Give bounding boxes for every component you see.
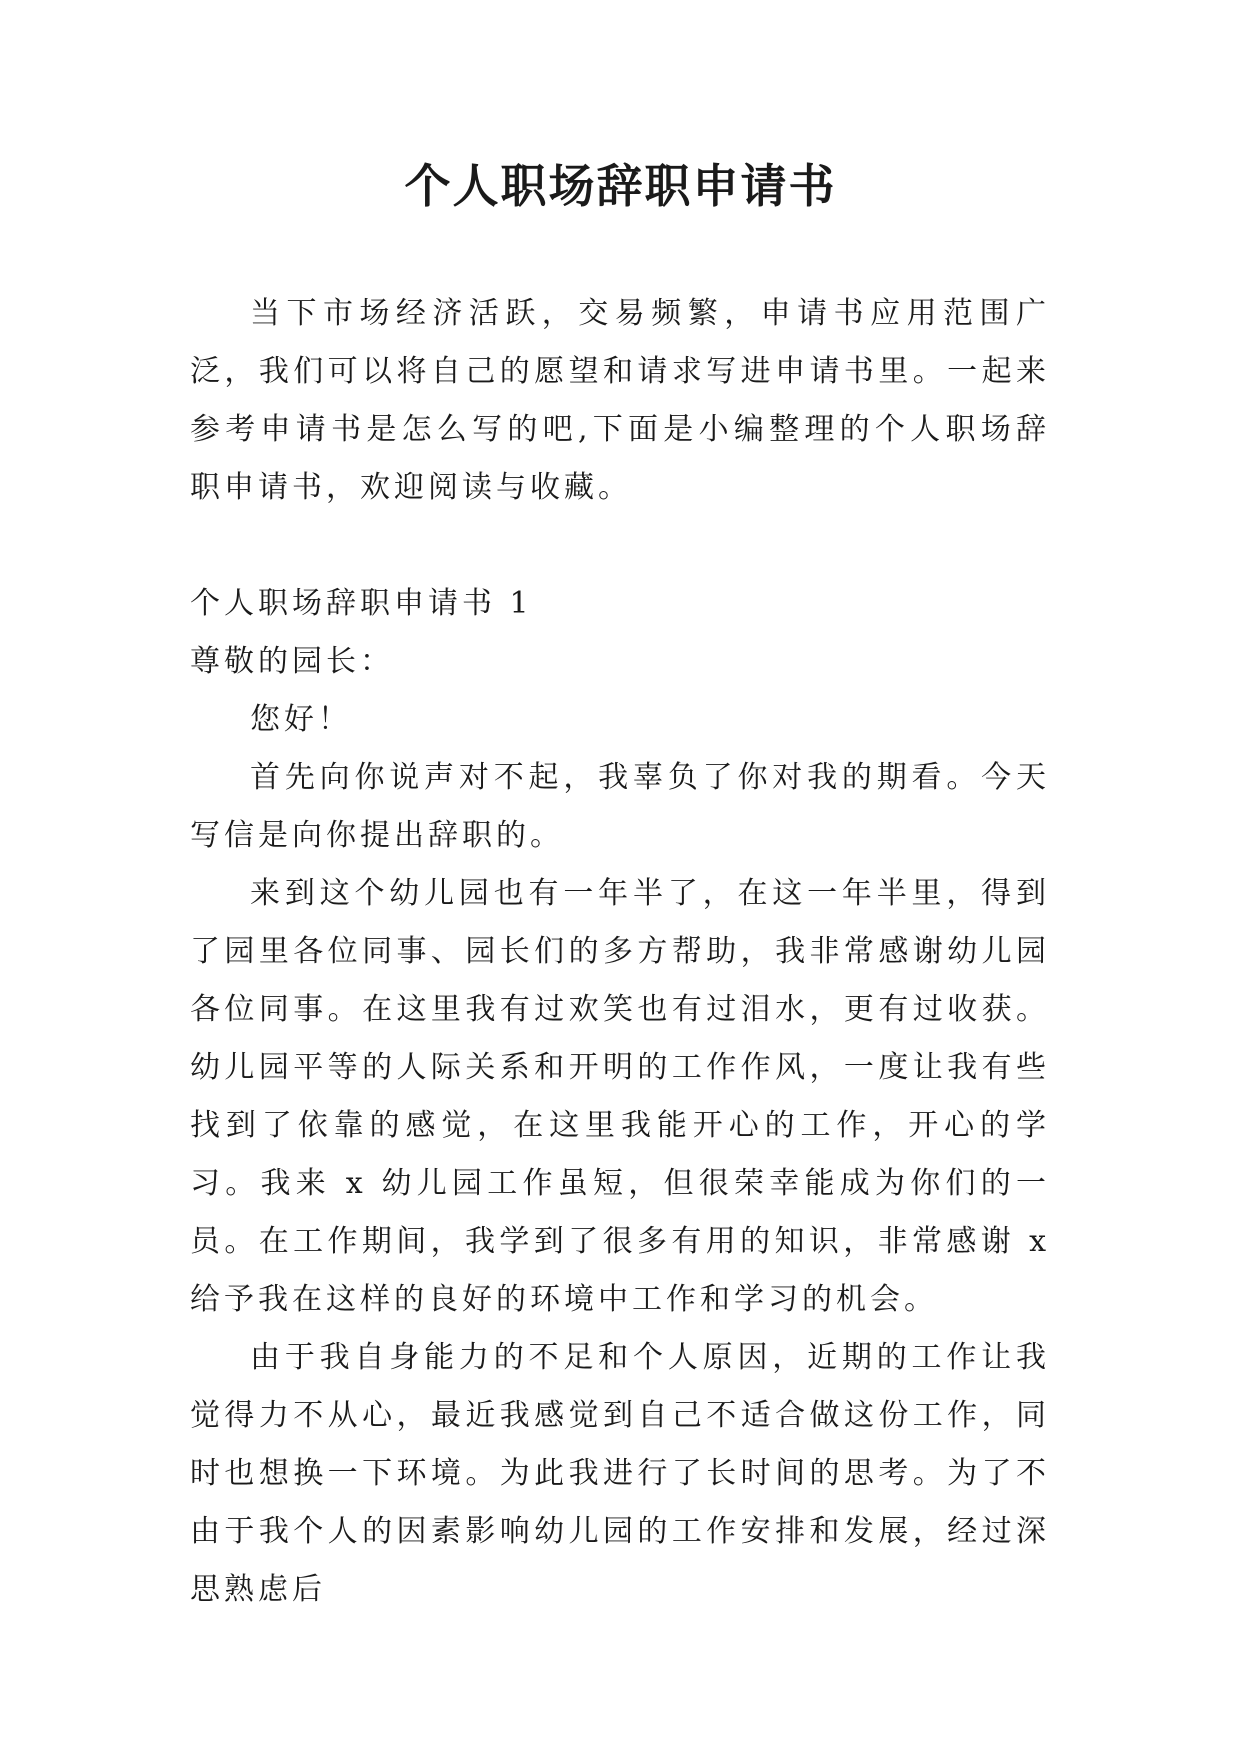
body-paragraph: 由于我自身能力的不足和个人原因，近期的工作让我觉得力不从心，最近我感觉到自己不适合做这份工作，同时也想换一下环境。为此我进行了长时间的思考。为了不由于我个人的因素影响幼儿园的工作安排和发展，经过深思熟虑后 — [190, 1340, 1050, 1607]
document-body — [190, 285, 1050, 1619]
intro-paragraph: 当下市场经济活跃，交易频繁，申请书应用范围广泛，我们可以将自己的愿望和请求写进申请书里。一起来参考申请书是怎么写的吧,下面是小编整理的个人职场辞职申请书，欢迎阅读与收藏。 — [190, 296, 1050, 505]
body-paragraph: 来到这个幼儿园也有一年半了，在这一年半里，得到了园里各位同事、园长们的多方帮助，我非常感谢幼儿园各位同事。在这里我有过欢笑也有过泪水，更有过收获。幼儿园平等的人际关系和开明的工作作风，一度让我有些找到了依靠的感觉，在这里我能开心的工作，开心的学习。我来 x 幼儿园工作虽短，但很荣幸能成为你们的一员。在工作期间，我学到了很多有用的知识，非常感谢 x 给予我在这样的良好的环境中工作和学习的机会。 — [190, 876, 1050, 1317]
section-heading: 个人职场辞职申请书 1 — [190, 586, 533, 621]
greeting: 您好！ — [250, 702, 352, 737]
salutation: 尊敬的园长： — [190, 644, 394, 679]
document-title: 个人职场辞职申请书 — [404, 159, 837, 213]
paragraph-gap — [190, 517, 1050, 575]
body-paragraph: 首先向你说声对不起，我辜负了你对我的期看。今天写信是向你提出辞职的。 — [190, 760, 1050, 853]
